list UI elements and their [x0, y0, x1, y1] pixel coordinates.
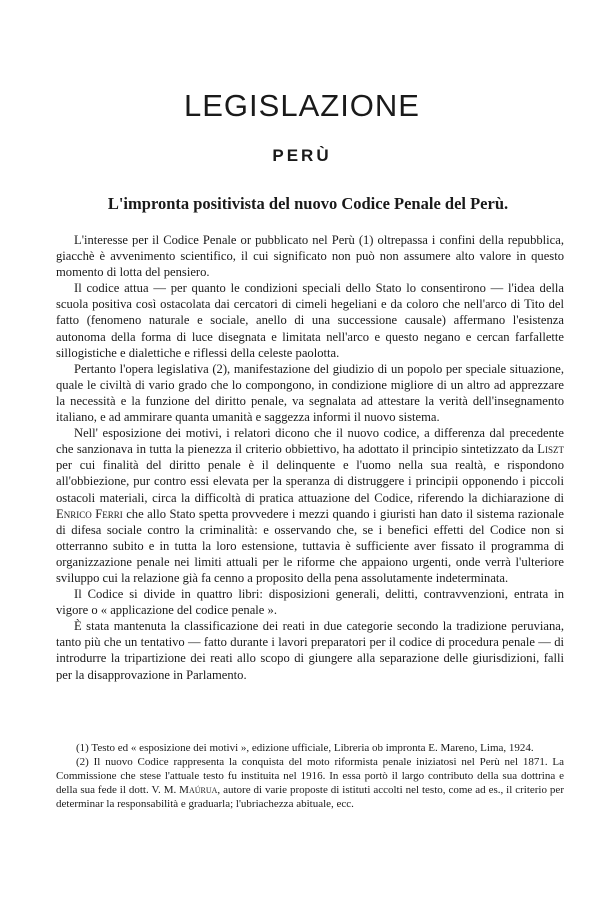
author-name-mautua: Maúrua: [179, 784, 218, 796]
author-name-liszt: Liszt: [537, 442, 564, 457]
footnote-1: (1) Testo ed « esposizione dei motivi », edizione ufficiale, Libreria ob impronta E. Mareno, Lima, 1924.: [76, 742, 534, 754]
paragraph-6: È stata mantenuta la classificazione dei reati in due categorie secondo la tradizione peruviana, tanto più che un tentativo — fatto durante i lavori preparatori per il codice di procedura penale — di introdurre la tripartizione dei reati allo scopo di giungere alla separazione delle giurisdizioni, falli per la disapprovazione in Parlamento.: [56, 619, 564, 682]
paragraph-5: Il Codice si divide in quattro libri: disposizioni generali, delitti, contravvenzioni, entrata in vigore o « applicazione del codice penale ».: [56, 587, 564, 618]
country-heading: PERÙ: [272, 146, 332, 165]
paragraph-1: L'interesse per il Codice Penale or pubblicato nel Perù (1) oltrepassa i confini della repubblica, giacchè è avvenimento scientifico, il cui significato non può non assumere alto valore in questo momento di lotta del pensiero.: [56, 233, 564, 280]
article-body: [56, 232, 564, 683]
footnote-2: [56, 755, 564, 811]
section-title: LEGISLAZIONE: [184, 88, 420, 123]
paragraph-4-text-a: Nell' esposizione dei motivi, i relatori dicono che il nuovo codice, a differenza dal precedente che sanzionava in tutta la pienezza il criterio obbiettivo, ha adottato il principio sintetizzato da: [56, 426, 564, 457]
footnotes: [56, 741, 564, 811]
paragraph-2: Il codice attua — per quanto le condizioni speciali dello Stato lo consentirono — l'idea della scuola positiva così ostacolata dai cercatori di cimeli hegeliani e da coloro che nell'arco di Tito del fatto (fenomeno naturale e sociale, anello di una successione causale) affermano l'esistenza autonoma della forma di luce disegnata e limitata nell'arco e questo negano e cercan farfallette sillogistiche e dialettiche e riflessi della celeste paolotta.: [56, 281, 564, 360]
article-title: L'impronta positivista del nuovo Codice Penale del Perù.: [107, 194, 509, 213]
paragraph-3: Pertanto l'opera legislativa (2), manifestazione del giudizio di un popolo per speciale situazione, quale le civiltà di vario grado che lo compongono, in condizione migliore di un altro ad apprezzare la necessità e la funzione del diritto penale, va segnalata ad attestare la verità dell'insegnamento italiano, e ad ammirare quanta umanità e saggezza informi il nuovo sistema.: [56, 361, 564, 425]
author-name-ferri: Enrico Ferri: [56, 506, 123, 521]
paragraph-4: [56, 425, 564, 586]
paragraph-4-text-c: che allo Stato spetta provvedere i mezzi quando i giuristi han dato il sistema razionale di difesa sociale contro la criminalità: e osservando che, se i benefici effetti del Codice non si otterranno subito e in tutta la loro estensione, tuttavia è sufficiente aver fissato il programma di organizzazione penale nei limiti attuali per le riforme che appaiono urgenti, onde verrà l'ulteriore sviluppo cui la relazione già fa cenno a proposito della pena assolutamente indeterminata.: [56, 506, 564, 585]
footnote-2-text-b: , autore di varie proposte di istituti accolti nel testo, come ad es., il criterio per determinar la responsabilità e graduarla; l'ubriachezza abituale, ecc.: [56, 784, 564, 810]
footnote-2-text-a: (2) Il nuovo Codice rappresenta la conquista del moto riformista penale iniziatosi nel Perù nel 1871. La Commissione che stese l'attuale testo fu instituita nel 1916. In essa portò il largo contributo della sua dottrina e della sua fede il dott. V. M.: [56, 756, 564, 796]
paragraph-4-text-b: per cui finalità del diritto penale è il delinquente e l'uomo nella sua realtà, e rispondono all'obbiezione, pur contro essi elevata per la speranza di distruggere i principii opponendo i piccoli ostacoli materiali, circa la difficoltà di pratica attuazione del Codice, riferendo la dichiarazione di: [56, 458, 564, 505]
